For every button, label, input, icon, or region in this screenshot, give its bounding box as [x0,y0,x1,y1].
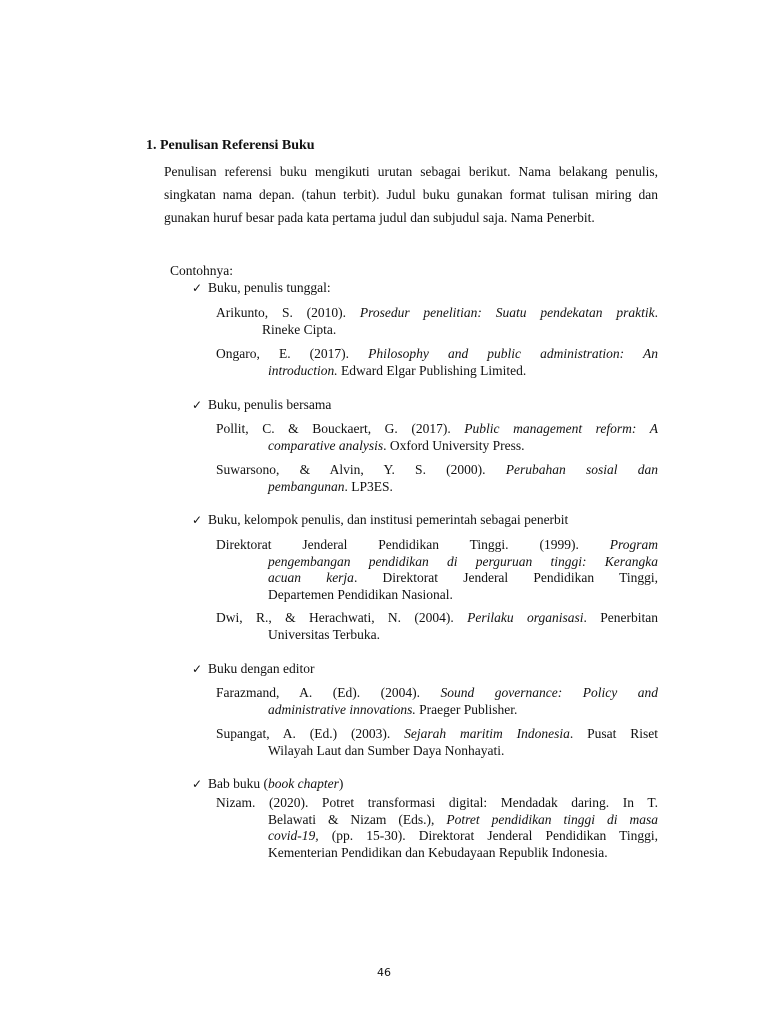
category-label: Buku dengan editor [208,661,315,676]
category-book-chapter [192,776,343,792]
reference-ongaro: Ongaro, E. (2017). Philosophy and public administration: An introduction. Edward Elgar Publishing Limited. [216,346,658,378]
category-label: Buku, kelompok penulis, dan institusi pemerintah sebagai penerbit [208,512,569,527]
section-heading: 1. Penulisan Referensi Buku [146,138,315,153]
category-label: Buku, penulis tunggal: [208,280,331,295]
reference-farazmand: Farazmand, A. (Ed). (2004). Sound governance: Policy and administrative innovations. Praeger Publisher. [216,685,658,717]
checkmark-icon: ✓ [192,662,203,676]
reference-suwarsono: Suwarsono, & Alvin, Y. S. (2000). Perubahan sosial dan pembangunan. LP3ES. [216,462,658,494]
reference-direktorat: Direktorat Jenderal Pendidikan Tinggi. (1999). Program pengembangan pendidikan di perguruan tinggi: Kerangka acuan kerja. Direktorat Jenderal Pendidikan Tinggi, Departemen Pendidikan Nasional. [216,537,658,602]
checkmark-icon: ✓ [192,398,203,412]
reference-supangat: Supangat, A. (Ed.) (2003). Sejarah maritim Indonesia. Pusat Riset Wilayah Laut dan Sumber Daya Nonhayati. [216,726,658,758]
checkmark-icon: ✓ [192,281,203,295]
category-label: Bab buku (book chapter) [208,776,344,791]
category-single-author [192,280,331,296]
page-number: 46 [377,966,391,979]
reference-arikunto: Arikunto, S. (2010). Prosedur penelitian: Suatu pendekatan praktik. Rineke Cipta. [216,305,658,337]
category-group-authors [192,512,568,528]
category-co-authors [192,397,331,413]
category-editor [192,661,314,677]
reference-pollit: Pollit, C. & Bouckaert, G. (2017). Public management reform: A comparative analysis. Oxford University Press. [216,421,658,453]
examples-label: Contohnya: [170,263,233,278]
category-label: Buku, penulis bersama [208,397,332,412]
reference-dwi: Dwi, R., & Herachwati, N. (2004). Perilaku organisasi. Penerbitan Universitas Terbuka. [216,610,659,642]
checkmark-icon: ✓ [192,777,203,791]
reference-nizam: Nizam. (2020). Potret transformasi digital: Mendadak daring. In T. Belawati & Nizam (Eds.), Potret pendidikan tinggi di masa covid-19, (pp. 15-30). Direktorat Jenderal Pendidikan Tinggi, Kementerian Pendidikan dan Kebudayaan Republik Indonesia. [216,795,658,860]
intro-paragraph: Penulisan referensi buku mengikuti urutan sebagai berikut. Nama belakang penulis, singkatan nama depan. (tahun terbit). Judul buku gunakan format tulisan miring dan gunakan huruf besar pada kata pertama judul dan subjudul saja. Nama Penerbit. [164,164,658,225]
checkmark-icon: ✓ [192,513,203,527]
